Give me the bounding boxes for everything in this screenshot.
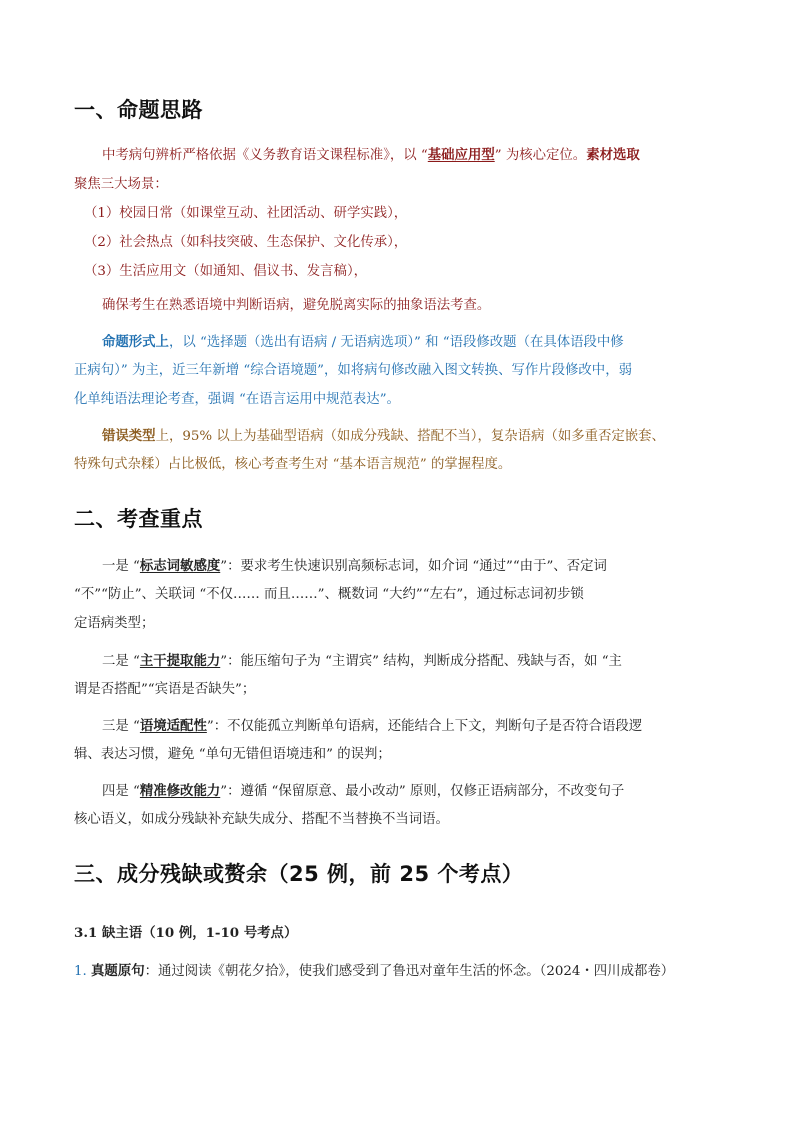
focus-item-3-line2: 辑、表达习惯，避免 “单句无错但语境违和” 的误判；	[74, 747, 391, 762]
text: 四是 “	[102, 784, 140, 799]
key-term: 基础应用型	[427, 147, 495, 163]
item-number: 1.	[74, 964, 87, 979]
section-heading-2: 二、考查重点	[74, 507, 203, 531]
bold-term: 错误类型	[102, 428, 156, 444]
focus-item-4-line2: 核心语义，如成分残缺补充缺失成分、搭配不当替换不当词语。	[74, 812, 449, 827]
text: 上，95% 以上为基础型语病（如成分残缺、搭配不当），复杂语病（如多重否定嵌套、	[155, 429, 665, 444]
focus-item-1-line2: “不”“防止”、关联词 “不仅…… 而且……”、概数词 “大约”“左右”，通过标志词初步锁	[74, 587, 584, 602]
bold-term: 素材选取	[586, 147, 640, 163]
text: 三是 “	[102, 719, 140, 734]
para-errors-line1	[102, 421, 665, 452]
text: 中考病句辨析严格依据《义务教育语文课程标准》，以 “	[102, 148, 428, 163]
scene-item-1: （1）校园日常（如课堂互动、社团活动、研学实践），	[84, 206, 408, 221]
text: ”：遵循 “保留原意、最小改动” 原则，仅修正语病部分，不改变句子	[220, 784, 625, 799]
item-label: 真题原句	[91, 963, 145, 979]
text: ”：要求考生快速识别高频标志词，如介词 “通过”“由于”、否定词	[220, 559, 607, 574]
key-term: 精准修改能力	[139, 783, 221, 799]
focus-item-2-line1	[102, 646, 622, 677]
para-intro-line2: 聚焦三大场景：	[74, 177, 168, 192]
para-format-line1	[102, 327, 624, 358]
para-intro-line1	[102, 140, 640, 171]
bold-term: 命题形式上	[102, 334, 169, 350]
para-context: 确保考生在熟悉语境中判断语病，避免脱离实际的抽象语法考查。	[102, 298, 491, 313]
section-heading-1: 一、命题思路	[74, 98, 203, 122]
para-format-line3: 化单纯语法理论考查，强调 “在语言运用中规范表达”。	[74, 392, 400, 407]
example-item-1	[74, 956, 674, 987]
key-term: 标志词敏感度	[139, 558, 221, 574]
para-format-line2: 正病句）” 为主，近三年新增 “综合语境题”，如将病句修改融入图文转换、写作片段修改中，弱	[74, 363, 632, 378]
text: ” 为核心定位。	[494, 148, 587, 163]
focus-item-1-line1	[102, 551, 607, 582]
text: ”：能压缩句子为 “主谓宾” 结构，判断成分搭配、残缺与否，如 “主	[220, 654, 622, 669]
focus-item-1-line3: 定语病类型；	[74, 616, 155, 631]
scene-item-3: （3）生活应用文（如通知、倡议书、发言稿），	[84, 264, 368, 279]
text: ”：不仅能孤立判断单句语病，还能结合上下文，判断句子是否符合语段逻	[206, 719, 643, 734]
key-term: 语境适配性	[139, 718, 207, 734]
text: 一是 “	[102, 559, 140, 574]
section-heading-3: 三、成分残缺或赘余（25 例，前 25 个考点）	[74, 862, 524, 886]
para-errors-line2: 特殊句式杂糅）占比极低，核心考查考生对 “基本语言规范” 的掌握程度。	[74, 457, 512, 472]
text: ，以 “选择题（选出有语病 / 无语病选项）” 和 “语段修改题（在具体语段中修	[168, 335, 624, 350]
scene-item-2: （2）社会热点（如科技突破、生态保护、文化传承），	[84, 235, 408, 250]
focus-item-4-line1	[102, 776, 624, 807]
focus-item-3-line1	[102, 711, 642, 742]
focus-item-2-line2: 谓是否搭配”“宾语是否缺失”；	[74, 682, 256, 697]
text: 二是 “	[102, 654, 140, 669]
subsection-title: 3.1 缺主语（10 例，1-10 号考点）	[74, 925, 298, 941]
key-term: 主干提取能力	[139, 653, 221, 669]
item-text: ：通过阅读《朝花夕拾》，使我们感受到了鲁迅对童年生活的怀念。（2024・四川成都卷）	[144, 964, 675, 979]
